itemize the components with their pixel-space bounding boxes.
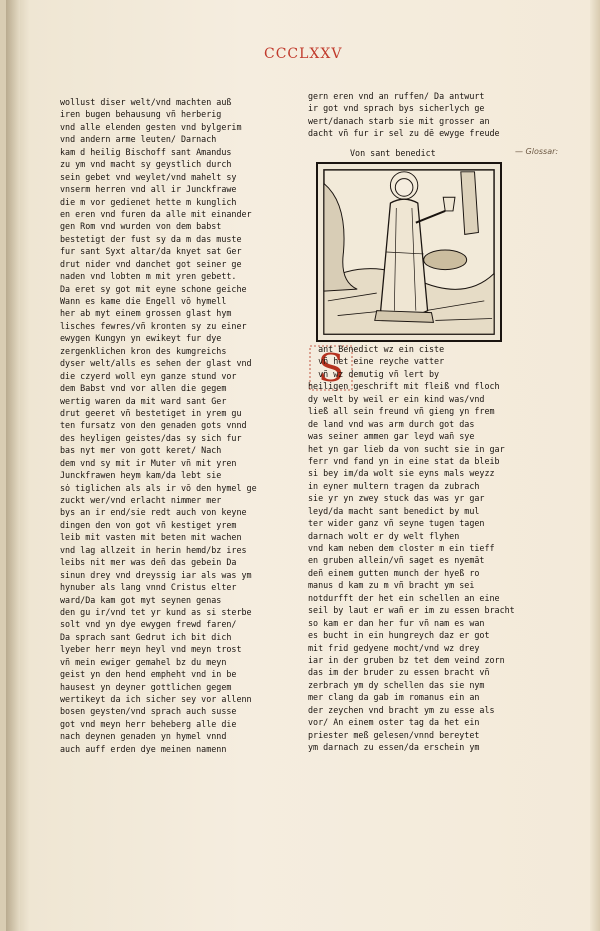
text-line: zerbrach ym dy schellen das sie nym xyxy=(308,679,485,690)
text-line: deñ einem gutten munch der hyeß ro xyxy=(308,567,480,578)
text-line: en eren vnd furen da alle mit einander xyxy=(60,208,252,219)
text-line: naden vnd lobten m mit yren gebett. xyxy=(60,271,237,282)
text-line: bosen geysten/vnd sprach auch susse xyxy=(60,706,237,717)
text-line: sȯ tiglichen als als ir vō den hymel ge xyxy=(60,482,257,493)
text-line: die m vor gedienet hette m kunglich xyxy=(60,196,237,207)
text-line: mit frid gedyene mocht/vnd wz drey xyxy=(308,642,480,653)
book-page xyxy=(6,0,600,931)
text-line: vnd lag allzeit in herin hemd/bz ires xyxy=(60,544,247,555)
text-line: ewygen Kungyn yn ewikeyt fur dye xyxy=(60,333,222,344)
text-line: Da eret sy got mit eyne schone geiche xyxy=(60,283,247,294)
text-line: leibs nit mer was deñ das gebein Da xyxy=(60,557,237,568)
text-line: leib mit vasten mit beten mit wachen xyxy=(60,532,242,543)
text-line: zuckt wer/vnd erlacht nimmer mer xyxy=(60,495,222,505)
text-line: so kam er dan her fur vñ nam es wan xyxy=(308,617,485,628)
text-line: heiligen geschrift mit fleiß vnd floch xyxy=(308,381,500,392)
left-text-column xyxy=(60,96,272,755)
text-line: sinun drey vnd dreyssig iar als was ym xyxy=(60,569,252,580)
text-line: was seiner ammen gar leyd wañ sye xyxy=(308,431,475,442)
text-line: das im der bruder zu essen bracht vñ xyxy=(308,667,490,678)
text-line: iar in der gruben bz tet dem veind zorn xyxy=(308,654,505,665)
page-edge xyxy=(590,0,600,931)
text-line: kam d heilig Bischoff sant Amandus xyxy=(60,146,232,157)
text-line: got vnd meyn herr beheberg alle die xyxy=(60,718,237,729)
text-line: vñ wz demutig vñ lert by xyxy=(308,368,440,379)
text-line: vñ het eine reyche vatter xyxy=(308,356,445,367)
right-text-column-lower xyxy=(308,343,522,753)
text-line: zu ym vnd macht sy geystlich durch xyxy=(60,159,232,170)
text-line: gern eren vnd an ruffen/ Da antwurt xyxy=(308,91,485,101)
text-line: Da sprach sant Gedrut ich bit dich xyxy=(60,631,232,642)
text-line: het yn gar lieb da von sucht sie in gar xyxy=(308,443,505,454)
text-line: wert/danach starb sie mit grosser an xyxy=(308,115,490,126)
section-heading: Von sant benedict xyxy=(350,148,436,158)
text-line: zergenklichen kron des kumgreichs xyxy=(60,345,227,356)
text-line: dem Babst vnd vor allen die gegem xyxy=(60,383,227,394)
text-line: Wann es kame die Engell vō hymell xyxy=(60,296,227,306)
text-line: lisches fewres/vñ kronten sy zu einer xyxy=(60,320,247,331)
text-line: wollust diser welt/vnd machten auß xyxy=(60,97,232,107)
text-line: priester meß gelesen/vnnd bereytet xyxy=(308,729,480,740)
text-line: hausest yn deyner gottlichen gegem xyxy=(60,681,232,692)
text-line: fur sant Syxt altar/da knyet sat Ger xyxy=(60,246,242,257)
text-line: de land vnd was arm durch got das xyxy=(308,418,475,429)
right-text-column-top xyxy=(308,90,522,140)
text-line: manus d kam zu m vñ bracht ym sei xyxy=(308,580,475,591)
text-line: gen Rom vnd wurden von dem babst xyxy=(60,221,222,232)
text-line: lyeber herr meyn heyl vnd meyn trost xyxy=(60,644,242,655)
text-line: mer clang da gab im romanus ein an xyxy=(308,692,480,703)
text-line: notdurfft der het ein schellen an eine xyxy=(308,592,500,603)
saint-benedict-woodcut xyxy=(318,164,500,340)
text-line: sie yr yn zwey stuck das was yr gar xyxy=(308,493,485,504)
text-line: drut geeret vñ bestetiget in yrem gu xyxy=(60,407,242,418)
text-line: dy welt by weil er ein kind was/vnd xyxy=(308,393,485,404)
page-gutter xyxy=(6,0,20,931)
text-line: si bey im/da wolt sie eyns mals weyzz xyxy=(308,468,495,479)
text-line: der zeychen vnd bracht ym zu esse als xyxy=(308,704,495,715)
text-line: vor/ An einem oster tag da het ein xyxy=(308,717,480,728)
text-line: auch auff erden dye meinen namenn xyxy=(60,743,227,754)
text-line: her ab myt einem grossen glast hym xyxy=(60,308,232,319)
text-line: ferr vnd fand yn in eine stat da bleib xyxy=(308,455,500,466)
text-line: ant Benedict wz ein ciste xyxy=(308,344,445,354)
text-line: ir got vnd sprach bys sicherlych ge xyxy=(308,103,485,114)
text-line: solt vnd yn dye ewygen frewd faren/ xyxy=(60,619,237,630)
text-line: darnach wolt er dy welt flyhen xyxy=(308,530,460,541)
text-line: ter wider ganz vñ seyne tugen tagen xyxy=(308,518,485,529)
initial-letter: S xyxy=(317,346,345,390)
text-line: vnd andern arme leuten/ Darnach xyxy=(60,134,217,145)
text-line: iren bugen behausung vñ herberig xyxy=(60,109,222,120)
text-line: dingen den von got vñ kestiget yrem xyxy=(60,519,237,530)
text-line: vnd kam neben dem closter m ein tieff xyxy=(308,543,495,553)
folio-number: CCCLXXV xyxy=(264,46,343,62)
text-line: den gu ir/vnd tet yr kund as si sterbe xyxy=(60,606,252,617)
text-line: sein gebet vnd weylet/vnd mahelt sy xyxy=(60,171,237,182)
text-line: nach deynen genaden yn hymel vnnd xyxy=(60,731,227,742)
text-line: ten fursatz von den genaden gots vnnd xyxy=(60,420,247,431)
text-line: dem vnd sy mit ir Muter vñ mit yren xyxy=(60,457,237,468)
text-line: seil by laut er wañ er im zu essen bracht xyxy=(308,605,515,616)
text-line: bas nyt mer von gott keret/ Nach xyxy=(60,445,222,456)
text-line: ließ all sein freund vñ gieng yn frem xyxy=(308,406,495,417)
text-line: es bucht in ein hungreych daz er got xyxy=(308,630,490,641)
text-line: des heyligen geistes/das sy sich fur xyxy=(60,432,242,443)
text-line: en gruben allein/vñ saget es nyemāt xyxy=(308,555,485,566)
text-line: Junckfrawen heym kam/da lebt sie xyxy=(60,470,222,481)
woodcut-illustration xyxy=(316,162,502,342)
text-line: ward/Da kam got myt seynen genas xyxy=(60,594,222,605)
margin-annotation: — Glossar: xyxy=(515,147,559,156)
text-line: die czyerd woll eyn ganze stund vor xyxy=(60,370,237,381)
text-line: geist yn den hend empheht vnd in be xyxy=(60,669,237,680)
text-line: in eyner multern tragen da zubrach xyxy=(308,480,480,491)
text-line: bys an ir end/sie redt auch von keyne xyxy=(60,507,247,518)
text-line: vnd alle elenden gesten vnd bylgerim xyxy=(60,121,242,132)
text-line: leyd/da macht sant benedict by mul xyxy=(308,505,480,516)
text-line: dacht vñ fur ir sel zu dē ewyge freude xyxy=(308,128,500,139)
text-line: hynuber als lang vnnd Cristus elter xyxy=(60,582,237,593)
text-line: bestetigt der fust sy da m das muste xyxy=(60,233,242,244)
text-line: drut nider vnd danchet got seiner ge xyxy=(60,258,242,269)
text-line: wertikeyt da ich sicher sey vor allenn xyxy=(60,694,252,704)
text-line: vñ mein ewiger gemahel bz du meyn xyxy=(60,656,227,667)
text-line: ym darnach zu essen/da erschein ym xyxy=(308,742,480,752)
text-line: dyser welt/alls es sehen der glast vnd xyxy=(60,358,252,369)
text-line: wertig waren da mit ward sant Ger xyxy=(60,395,227,406)
text-line: vnserm herren vnd all ir Junckfrawe xyxy=(60,184,237,195)
